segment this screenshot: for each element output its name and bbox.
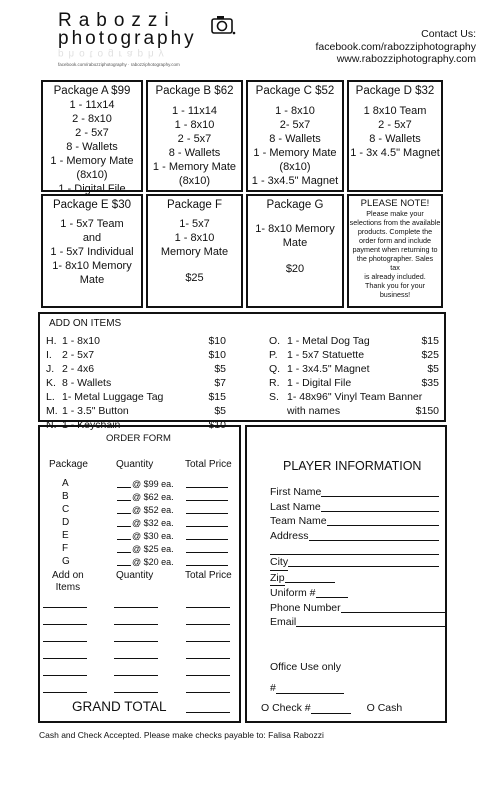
package-price: $20	[285, 263, 305, 275]
addon-total-field[interactable]	[186, 641, 230, 642]
package-line: 1 - Memory Mate	[152, 161, 237, 173]
col-total: Total Price	[185, 459, 232, 470]
note-line: business!	[379, 290, 411, 299]
order-row	[40, 530, 239, 543]
field-label: Phone Number	[270, 601, 341, 614]
addon-code: S.	[269, 391, 279, 403]
addon-item-field[interactable]	[43, 692, 87, 693]
package-line: 1 - 3x4.5" Magnet	[251, 175, 339, 187]
order-row-package: A	[62, 478, 69, 489]
addon-col-line1: Add on	[52, 570, 84, 581]
order-row-package: B	[62, 491, 69, 502]
package-line: (8x10)	[279, 161, 311, 173]
field-label: First Name	[270, 486, 322, 498]
addon-entry-lines	[40, 601, 239, 703]
player-field	[270, 615, 445, 630]
quantity-field[interactable]	[117, 513, 131, 514]
addon-price: $7	[214, 377, 226, 389]
addon-name: with names	[287, 405, 341, 417]
quantity-field[interactable]	[117, 500, 131, 501]
order-row	[40, 517, 239, 530]
email-field[interactable]	[296, 615, 445, 627]
logo-reflection: photography	[58, 48, 169, 59]
package-f-box	[146, 194, 243, 308]
player-field	[270, 529, 445, 544]
order-row	[40, 504, 239, 517]
note-title: PLEASE NOTE!	[360, 198, 430, 209]
package-line: 1- 8x10 Memory	[52, 260, 132, 272]
addon-col-label	[52, 570, 84, 594]
grand-total-label: GRAND TOTAL	[72, 699, 167, 714]
office-number-field[interactable]	[276, 682, 344, 694]
addon-item-field[interactable]	[43, 658, 87, 659]
package-title: Package D $32	[355, 85, 435, 97]
note-line: the photographer. Sales	[356, 254, 434, 263]
total-field[interactable]	[186, 552, 228, 553]
addon-name: 1 - Keychain	[62, 419, 121, 431]
quantity-field[interactable]	[117, 565, 131, 566]
logo-sub: facebook.com/rabozziphotography · rabozziphotography.com	[58, 62, 180, 67]
contact-title: Contact Us:	[421, 28, 476, 40]
addon-price: $10	[208, 419, 226, 431]
addon-price: $5	[427, 363, 439, 375]
logo-line2: photography	[58, 28, 197, 49]
addon-price: $150	[415, 405, 439, 417]
addon-name: 2 - 4x6	[62, 363, 95, 375]
check-number-field[interactable]	[311, 702, 351, 714]
last-name-field[interactable]	[321, 500, 439, 512]
addon-total-field[interactable]	[186, 692, 230, 693]
package-line: 8 - Wallets	[168, 147, 221, 159]
package-d-box	[347, 80, 443, 192]
quantity-field[interactable]	[117, 552, 131, 553]
player-fields	[270, 485, 445, 630]
footer-note: Cash and Check Accepted. Please make checks payable to: Falisa Rabozzi	[39, 730, 324, 740]
addon-total-field[interactable]	[186, 607, 230, 608]
addon-qty-field[interactable]	[114, 641, 158, 642]
package-c-box	[246, 80, 344, 192]
field-label: Email	[270, 616, 297, 628]
spacer	[148, 259, 241, 271]
package-line: (8x10)	[178, 175, 211, 187]
note-line: selections from the available	[349, 218, 441, 227]
col-package: Package	[49, 459, 88, 470]
package-line: 1 - 11x14	[171, 105, 218, 117]
city-field[interactable]	[288, 555, 439, 567]
addon-name: 2 - 5x7	[62, 349, 95, 361]
addon-price: $5	[214, 405, 226, 417]
package-line: Mate	[282, 237, 308, 249]
total-field[interactable]	[186, 487, 228, 488]
field-label: City	[270, 555, 288, 571]
addon-total-label: Total Price	[185, 570, 232, 581]
logo-line1: Rabozzi	[58, 10, 176, 31]
package-title: Package E $30	[52, 199, 131, 211]
addon-qty-field[interactable]	[114, 624, 158, 625]
addon-name: 8 - Wallets	[62, 377, 112, 389]
note-line: Please make your	[366, 209, 424, 218]
note-line: Thank you for your	[365, 281, 425, 290]
package-line: 1 - Digital File	[58, 183, 126, 195]
order-row-package: D	[62, 517, 70, 528]
package-line: 1- 5x7	[179, 218, 210, 230]
package-price: $25	[185, 272, 204, 284]
addon-qty-field[interactable]	[114, 675, 158, 676]
addon-code: P.	[269, 349, 278, 361]
office-number	[270, 682, 344, 694]
addon-quantity-label: Quantity	[116, 570, 154, 581]
package-line: 1 - 8x10	[174, 232, 215, 244]
addon-entry-row	[40, 635, 239, 652]
addon-price: $10	[208, 349, 226, 361]
order-row-price: @ $52 ea.	[132, 505, 174, 515]
player-info-box	[245, 425, 447, 723]
addon-entry-row	[40, 652, 239, 669]
field-label: Zip	[270, 571, 285, 587]
addon-name: 1 - 8x10	[62, 335, 100, 347]
total-field[interactable]	[186, 539, 228, 540]
note-line: payment when returning to	[352, 245, 438, 254]
note-box	[347, 194, 443, 308]
addon-code: M.	[46, 405, 58, 417]
addon-price: $35	[421, 377, 439, 389]
order-row	[40, 556, 239, 569]
order-row-price: @ $99 ea.	[132, 479, 174, 489]
addon-item	[269, 334, 439, 348]
order-row-package: G	[62, 556, 70, 567]
office-use-label: Office Use only	[270, 661, 342, 673]
addon-item	[269, 376, 439, 390]
address-field[interactable]	[309, 529, 439, 541]
addon-item-field[interactable]	[43, 675, 87, 676]
package-e-box	[41, 194, 143, 308]
addon-entry-row	[40, 618, 239, 635]
order-row-package: C	[62, 504, 70, 515]
package-line: 1 - Memory Mate	[253, 147, 337, 159]
package-line: (8x10)	[76, 169, 108, 181]
addon-name: 1 - 5x7 Statuette	[287, 349, 365, 361]
addon-entry-row	[40, 669, 239, 686]
addon-qty-field[interactable]	[114, 658, 158, 659]
field-label: Address	[270, 529, 309, 542]
col-quantity: Quantity	[116, 459, 154, 470]
addon-title: ADD ON ITEMS	[49, 318, 122, 329]
player-field	[270, 485, 445, 500]
package-line: 2- 5x7	[279, 119, 311, 131]
total-field[interactable]	[186, 526, 228, 527]
order-rows	[40, 478, 239, 569]
order-row-price: @ $32 ea.	[132, 518, 174, 528]
contact-facebook: facebook.com/rabozziphotography	[315, 40, 476, 53]
package-line: 2 - 5x7	[75, 127, 109, 139]
addon-item-field[interactable]	[43, 641, 87, 642]
addon-col-line2: Items	[55, 582, 81, 593]
office-hash: #	[270, 682, 276, 694]
package-line: 8 - Wallets	[369, 133, 421, 145]
package-title: Package F	[167, 199, 222, 211]
check-option[interactable]: O Check #	[261, 702, 311, 714]
addon-item	[46, 362, 226, 376]
note-line: tax	[390, 263, 400, 272]
package-title: Package A $99	[53, 85, 131, 97]
player-field	[270, 514, 445, 529]
total-field[interactable]	[186, 565, 228, 566]
uniform-field[interactable]	[316, 586, 348, 598]
contact-block	[315, 28, 476, 66]
package-g-box	[246, 194, 344, 308]
field-label: Uniform #	[270, 587, 316, 599]
quantity-field[interactable]	[117, 526, 131, 527]
player-field	[270, 555, 445, 571]
addon-item	[269, 404, 439, 418]
package-a-box	[41, 80, 143, 195]
camera-icon	[210, 14, 236, 41]
addon-item	[46, 404, 226, 418]
addon-item	[269, 348, 439, 362]
player-field	[270, 571, 445, 587]
order-form-title: ORDER FORM	[106, 433, 171, 444]
package-line: 1 - 8x10	[174, 119, 215, 131]
player-info-title: PLAYER INFORMATION	[283, 459, 422, 473]
addon-total-field[interactable]	[186, 658, 230, 659]
addon-name: 1 - 3x4.5" Magnet	[287, 363, 370, 375]
addon-code: L.	[46, 391, 55, 403]
package-line: Memory Mate	[160, 246, 229, 258]
order-row-package: E	[62, 530, 69, 541]
note-line: is already included.	[364, 272, 426, 281]
addon-name: 1 - 3.5" Button	[62, 405, 129, 417]
addon-code: H.	[46, 335, 57, 347]
note-line: products. Complete the	[357, 227, 433, 236]
total-field[interactable]	[186, 513, 228, 514]
addon-entry-row	[40, 601, 239, 618]
package-title: Package G	[266, 199, 324, 211]
addon-price: $25	[421, 349, 439, 361]
package-line: 2 - 5x7	[378, 119, 412, 131]
order-row-price: @ $62 ea.	[132, 492, 174, 502]
package-line: 1 - Memory Mate	[50, 155, 134, 167]
field-label: Team Name	[270, 515, 327, 527]
package-line: 1- 8x10 Memory	[255, 223, 335, 235]
addon-price: $15	[421, 335, 439, 347]
order-row	[40, 543, 239, 556]
package-line: 1 - 8x10	[275, 105, 315, 117]
package-line: 8 - Wallets	[66, 141, 118, 153]
package-line: 1 - 5x7 Team	[60, 218, 124, 230]
addon-item	[269, 362, 439, 376]
package-line: 1 - 5x7 Individual	[50, 246, 134, 258]
order-row	[40, 478, 239, 491]
package-line: Mate	[79, 274, 105, 286]
addon-qty-field[interactable]	[114, 607, 158, 608]
package-title: Package B $62	[155, 85, 234, 97]
phone-field[interactable]	[341, 601, 445, 613]
total-field[interactable]	[186, 500, 228, 501]
package-b-box	[146, 80, 243, 192]
addon-item	[46, 376, 226, 390]
first-name-field[interactable]	[321, 485, 439, 497]
order-row-package: F	[62, 543, 69, 554]
addon-item	[46, 348, 226, 362]
order-row-price: @ $30 ea.	[132, 531, 174, 541]
addon-right-list	[269, 334, 439, 418]
package-line: 1 8x10 Team	[363, 105, 427, 117]
spacer	[248, 250, 342, 262]
package-title: Package C $52	[255, 85, 335, 97]
payment-options	[261, 702, 402, 714]
package-line: 2 - 5x7	[177, 133, 212, 145]
address-line2-field[interactable]	[270, 543, 439, 555]
addon-price: $10	[208, 335, 226, 347]
addon-code: O.	[269, 335, 281, 347]
addon-total-field[interactable]	[186, 624, 230, 625]
addon-item	[46, 334, 226, 348]
player-field	[270, 500, 445, 515]
quantity-field[interactable]	[117, 539, 131, 540]
addon-name: 1- 48x96" Vinyl Team Banner	[287, 391, 423, 403]
addon-item-field[interactable]	[43, 624, 87, 625]
addon-total-field[interactable]	[186, 675, 230, 676]
player-field	[270, 586, 445, 601]
addon-item	[46, 390, 226, 404]
addon-code: I.	[46, 349, 52, 361]
package-line: 8 - Wallets	[269, 133, 321, 145]
package-line: 1 - 3x 4.5" Magnet	[350, 147, 440, 159]
addon-name: 1 - Digital File	[287, 377, 352, 389]
order-row	[40, 491, 239, 504]
quantity-field[interactable]	[117, 487, 131, 488]
grand-total-field[interactable]	[186, 712, 230, 713]
addon-code: R.	[269, 377, 280, 389]
order-row-price: @ $25 ea.	[132, 544, 174, 554]
addon-code: N.	[46, 419, 57, 431]
order-form-box	[38, 425, 241, 723]
addon-item	[269, 390, 439, 404]
addon-price: $5	[214, 363, 226, 375]
addon-price: $15	[208, 391, 226, 403]
contact-web: www.rabozziphotography.com	[336, 53, 476, 65]
addon-qty-field[interactable]	[114, 692, 158, 693]
zip-field[interactable]	[285, 571, 335, 583]
player-field	[270, 601, 445, 616]
addon-code: Q.	[269, 363, 281, 375]
addon-item-field[interactable]	[43, 607, 87, 608]
player-field	[270, 543, 445, 555]
addon-code: K.	[46, 377, 56, 389]
cash-option[interactable]: O Cash	[366, 702, 403, 714]
field-label: Last Name	[270, 500, 321, 513]
team-name-field[interactable]	[327, 514, 439, 526]
note-line: order form and include	[359, 236, 431, 245]
addon-left-list	[46, 334, 226, 432]
addon-name: 1 - Metal Dog Tag	[287, 335, 370, 347]
package-line: and	[82, 232, 102, 244]
package-line: 2 - 8x10	[72, 113, 112, 125]
package-line: 1 - 11x14	[69, 99, 115, 111]
addon-code	[269, 404, 287, 418]
addon-box	[38, 312, 446, 431]
addon-name: 1- Metal Luggage Tag	[62, 391, 164, 403]
addon-code: J.	[46, 363, 55, 375]
order-row-price: @ $20 ea.	[132, 557, 174, 567]
